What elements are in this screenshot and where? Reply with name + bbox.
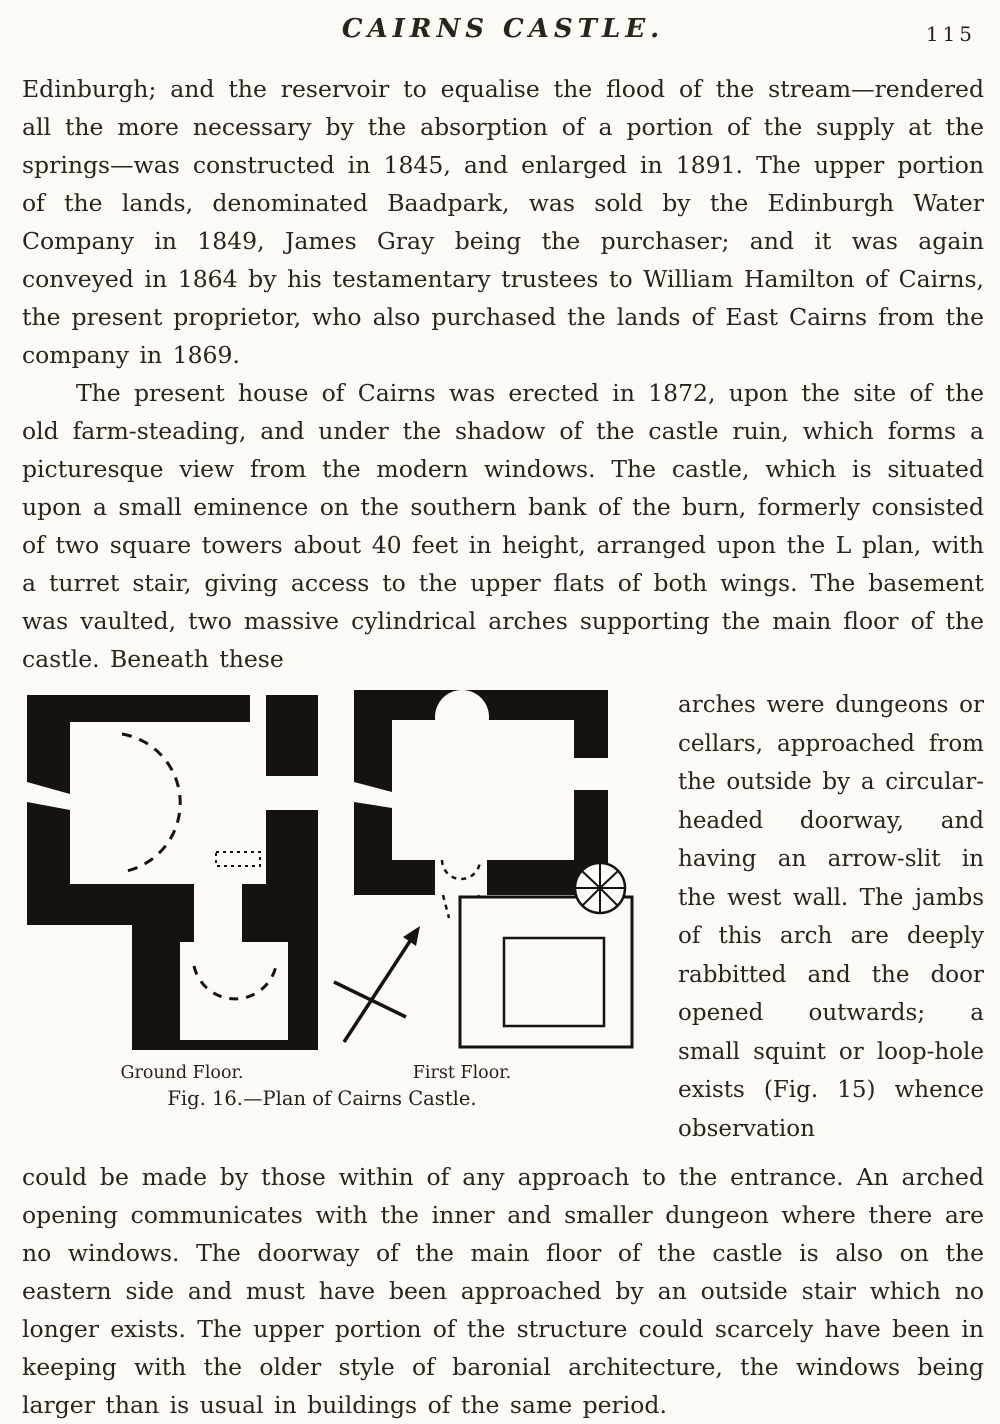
caption-ground-floor: Ground Floor. bbox=[120, 1063, 244, 1083]
figure-16 bbox=[22, 686, 658, 1110]
page-header bbox=[22, 14, 984, 62]
figure-caption: Fig. 16.—Plan of Cairns Castle. bbox=[167, 1087, 477, 1110]
floor-plans-figure bbox=[22, 690, 638, 1055]
paragraph-2: The present house of Cairns was erected in 1872, upon the site of the old farm-steading, and under the shadow of the castle ruin, which forms a picturesque view from the modern windows. The castle, which is situated upon a small eminence on the southern bank of the burn, formerly consisted of two square towers about 40 feet in height, arranged upon the L plan, with a turret stair, giving access to the upper flats of both wings. The basement was vaulted, two massive cylindrical arches supporting the main floor of the castle. Beneath these bbox=[22, 379, 984, 673]
paragraph-3: could be made by those within of any approach to the entrance. An arched opening communicates with the inner and smaller dungeon where there are no windows. The doorway of the main floor of the castle is also on the eastern side and must have been approached by an outside stair which no longer exists. The upper portion of the structure could scarcely have been in keeping with the older style of baronial architecture, the windows being larger than is usual in buildings of the same period. bbox=[22, 1163, 984, 1419]
caption-first-floor: First Floor. bbox=[412, 1063, 512, 1083]
first-floor-plan bbox=[354, 690, 632, 1047]
paragraph-2-continued: arches were dungeons or cellars, approached from the outside by a circular-headed doorway, and having an arrow-slit in the west wall. The jambs of this arch are deeply rabbitted and the door opened outwards; a small squint or loop-hole exists (Fig. 15) whence observation bbox=[678, 692, 984, 1142]
paragraph-1: Edinburgh; and the reservoir to equalise the flood of the stream—rendered all the more necessary by the absorption of a portion of the supply at the springs—was constructed in 1845, and enlarged in 1891. The upper portion of the lands, denominated Baadpark, was sold by the Edinburgh Water Company in 1849, James Gray being the purchaser; and it was again conveyed in 1864 by his testamentary trustees to William Hamilton of Cairns, the present proprietor, who also purchased the lands of East Cairns from the company in 1869. bbox=[22, 75, 984, 369]
page-number: 115 bbox=[925, 22, 976, 46]
north-arrow-icon bbox=[334, 926, 420, 1042]
plan-sub-captions bbox=[22, 1063, 658, 1083]
spiral-stair-icon bbox=[575, 863, 625, 913]
figure-and-sidetext-row bbox=[22, 686, 984, 1148]
page-title: CAIRNS CASTLE. bbox=[341, 14, 665, 44]
ground-floor-plan bbox=[27, 695, 318, 1050]
